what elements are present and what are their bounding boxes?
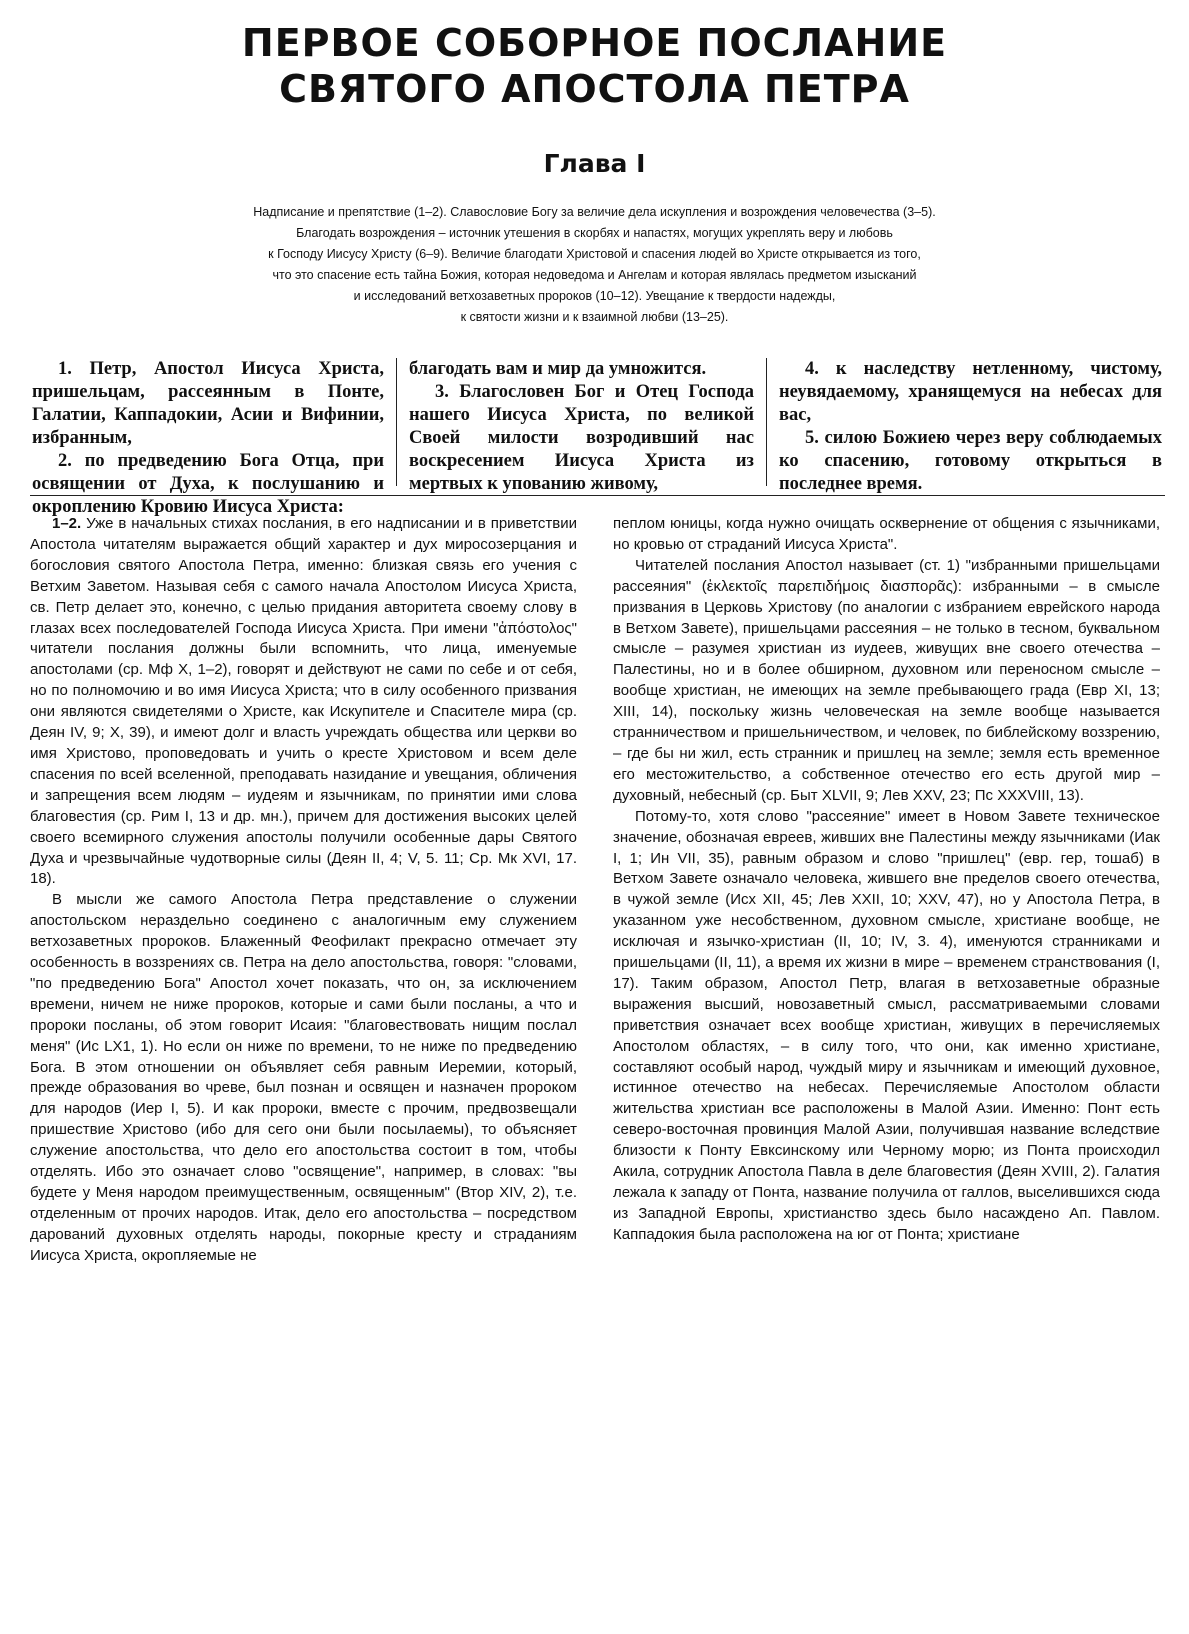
title-line-1: ПЕРВОЕ СОБОРНОЕ ПОСЛАНИЕ bbox=[241, 21, 948, 65]
summary-line: к Господу Иисусу Христу (6–9). Величие благодати Христовой и спасения людей во Христе открывается из того, bbox=[268, 247, 921, 261]
verse-1: 1. Петр, Апостол Иисуса Христа, пришельцам, рассеянным в Понте, Галатии, Каппадокии, Асии и Вифинии, избранным, bbox=[32, 359, 384, 448]
commentary-paragraph: 1–2. Уже в начальных стихах послания, в его надписании и в приветствии Апостола читателям выражается общий характер и дух миросозерцания и богословия святого Апостола Петра, именно: близкая связь его учения с Ветхим Заветом. Называя себя с самого начала Апостолом Иисуса Христа, св. Петр делает это, конечно, с целью придания авторитета своему слову в глазах всех последователей Господа Иисуса Христа. При имени "ἀπόστολος" читатели послания должны были вспомнить, что лица, именуемые апостолами (ср. Мф X, 1–2), говорят и действуют не сами по себе и от себя, но по полномочию и во имя Иисуса Христа; что в силу особенного призвания они являются свидетелями о Христе, как Искупителе и Спасителе мира (ср. Деян IV, 9; X, 39), и имеют долг и власть учреждать общества или церкви во имя Христово, проповедовать и учить о кресте Христовом и всем деле спасения по всей вселенной, преподавать назидание и увещания, обличения и запрещения всем людям – иудеям и язычникам, по принятии ими слова благовестия (ср. Рим I, 13 и др. мн.), причем для достижения высоких целей своего всемирного служения апостолы получили особенные дары Святого Духа и чрезвычайные чудотворные силы (Деян II, 4; V, 5. 11; Ср. Мк XVI, 17. 18). bbox=[30, 515, 578, 888]
verse-2-continuation: благодать вам и мир да умножится. bbox=[409, 359, 707, 379]
verse-5: 5. силою Божиею через веру соблюдаемых ко спасению, готовому открыться в последнее время. bbox=[779, 428, 1162, 494]
summary-line: к святости жизни и к взаимной любви (13–25). bbox=[460, 310, 729, 324]
commentary-column-right bbox=[613, 514, 1160, 1634]
commentary-column-left bbox=[30, 514, 577, 1634]
commentary-paragraph: В мысли же самого Апостола Петра представление о служении апостольском нераздельно соединено с аналогичным ему служением ветхозаветных пророков. Блаженный Феофилакт прекрасно отмечает эту особенность в воззрениях св. Петра на дело апостольства, говоря: "словами, "по предведению Бога" Апостол хочет показать, что он, за исключением времени, ничем не ниже пророков, которые и сами были посланы, а что и пророки посланы, об этом говорит Исаия: "благовествовать нищим послал меня" (Ис LX1, 1). Но если он ниже по времени, то не ниже по предведению Бога. В этом отношении он объявляет себя равным Иеремии, который, прежде образования во чреве, был познан и освящен и назначен пророком для народов (Иер I, 5). И как пророки, вместе с прочим, предвозвещали пришествие Христово (ибо для сего они были посылаемы), то объясняет служение апостольства, что дело его апостольства состоит в том, чтобы отделять. Ибо это означает слово "освящение", например, в словах: "вы будете у Меня народом преимущественным, освященным" (Втор XIV, 2), т.е. отделенным от прочих народов. Итак, дело его апостольства – посредством дарований духовных отделять народы, покорные кресту и страданиям Иисуса Христа, окропляемые не bbox=[30, 891, 577, 1264]
chapter-summary bbox=[130, 202, 1059, 328]
chapter-heading: Глава I bbox=[543, 149, 646, 178]
scripture-column-2 bbox=[397, 358, 767, 494]
summary-line: и исследований ветхозаветных пророков (10–12). Увещание к твердости надежды, bbox=[353, 289, 836, 303]
summary-line: Благодать возрождения – источник утешения в скорбях и напастях, могущих укреплять веру и любовь bbox=[296, 226, 893, 240]
title-line-2: СВЯТОГО АПОСТОЛА ПЕТРА bbox=[279, 67, 910, 111]
section-divider bbox=[30, 495, 1165, 496]
commentary-paragraph: Потому-то, хотя слово "рассеяние" имеет в Новом Завете техническое значение, обозначая евреев, живших вне Палестины между язычниками (Иак I, 1; Ин VII, 35), равным образом и слово "пришлец" (евр. гер, тошаб) в Ветхом Завете означало человека, жившего вне пределов своего отечества, в чужой земле (Исх XII, 45; Лев XXII, 10; XXV, 47), но у Апостола Петра, в указанном уже несобственном, духовном смысле, христиане вообще, не исключая и язычко-христиан (II, 10; IV, 3. 4), именуются странниками и пришельцами (II, 11), а время их жизни в мире – временем странствования (I, 17). Таким образом, Апостол Петр, влагая в ветхозаветные образные выражения высший, новозаветный смысл, рассматриваемыми словами приветствия означает всех вообще христиан, живущих в перечисляемых Апостолом областях, – в силу того, что они, как именно христиане, составляют особый народ, чуждый миру и язычникам и имеющий духовное, истинное отечество на небесах. Перечисляемые Апостолом области жительства христиан все расположены в Малой Азии. Именно: Понт есть северо-восточная провинция Малой Азии, получившая название вследствие близости к Понту Евксинскому или Черному морю; из Понта происходил Акила, сотрудник Апостола Павла в деле благовестия (Деян XVIII, 2). Галатия лежала к западу от Понта, название получила от галлов, выселившихся сюда из Западной Европы, христианство здесь было насаждено Ап. Павлом. Каппадокия была расположена на юг от Понта; христиане bbox=[613, 807, 1160, 1243]
page-title bbox=[0, 20, 1189, 112]
verse-2: 2. по предведению Бога Отца, при освящении от Духа, к послушанию и окроплению Кровию Иисуса Христа: bbox=[32, 451, 384, 517]
summary-line: что это спасение есть тайна Божия, которая недоведома и Ангелам и которая являлась предметом изысканий bbox=[272, 268, 917, 282]
scripture-text bbox=[32, 358, 1162, 517]
verse-reference: 1–2. bbox=[52, 515, 82, 532]
scripture-column-3 bbox=[767, 358, 1162, 494]
commentary-paragraph: пеплом юницы, когда нужно очищать осквернение от общения с язычниками, но кровью от страданий Иисуса Христа". bbox=[613, 515, 1160, 553]
commentary bbox=[30, 514, 1160, 1634]
verse-3: 3. Благословен Бог и Отец Господа нашего Иисуса Христа, по великой Своей милости возродивший нас воскресением Иисуса Христа из мертвых к упованию живому, bbox=[409, 382, 754, 494]
summary-line: Надписание и препятствие (1–2). Славословие Богу за величие дела искупления и возрождения человечества (3–5). bbox=[253, 205, 936, 219]
scripture-column-1 bbox=[32, 358, 397, 517]
commentary-paragraph: Читателей послания Апостол называет (ст. 1) "избранными пришельцами рассеяния" (ἐκλεκτοῖς παρεπιδήμοις διασπορᾶς): избранными – в смысле призвания в Церковь Христову (по аналогии с избранием еврейского народа в Ветхом Завете), пришельцами рассеяния – не только в тесном, буквальном смысле – разумея христиан из иудеев, живущих вне своего отечества – Палестины, но и в более обширном, духовном или переносном смысле – вообще христиан, не имеющих на земле пребывающего града (Евр XI, 13; XIII, 14), поскольку жизнь человеческая на земле вообще называется странничеством и пришельничеством, и человек, по библейскому воззрению, – где бы ни жил, есть странник и пришлец на земле; земля есть временное его местожительство, а собственное отечество его есть другой мир – духовный, небесный (ср. Быт XLVII, 9; Лев XXV, 23; Пс XXXVIII, 13). bbox=[613, 556, 1160, 804]
verse-4: 4. к наследству нетленному, чистому, неувядаемому, хранящемуся на небесах для вас, bbox=[779, 359, 1162, 425]
